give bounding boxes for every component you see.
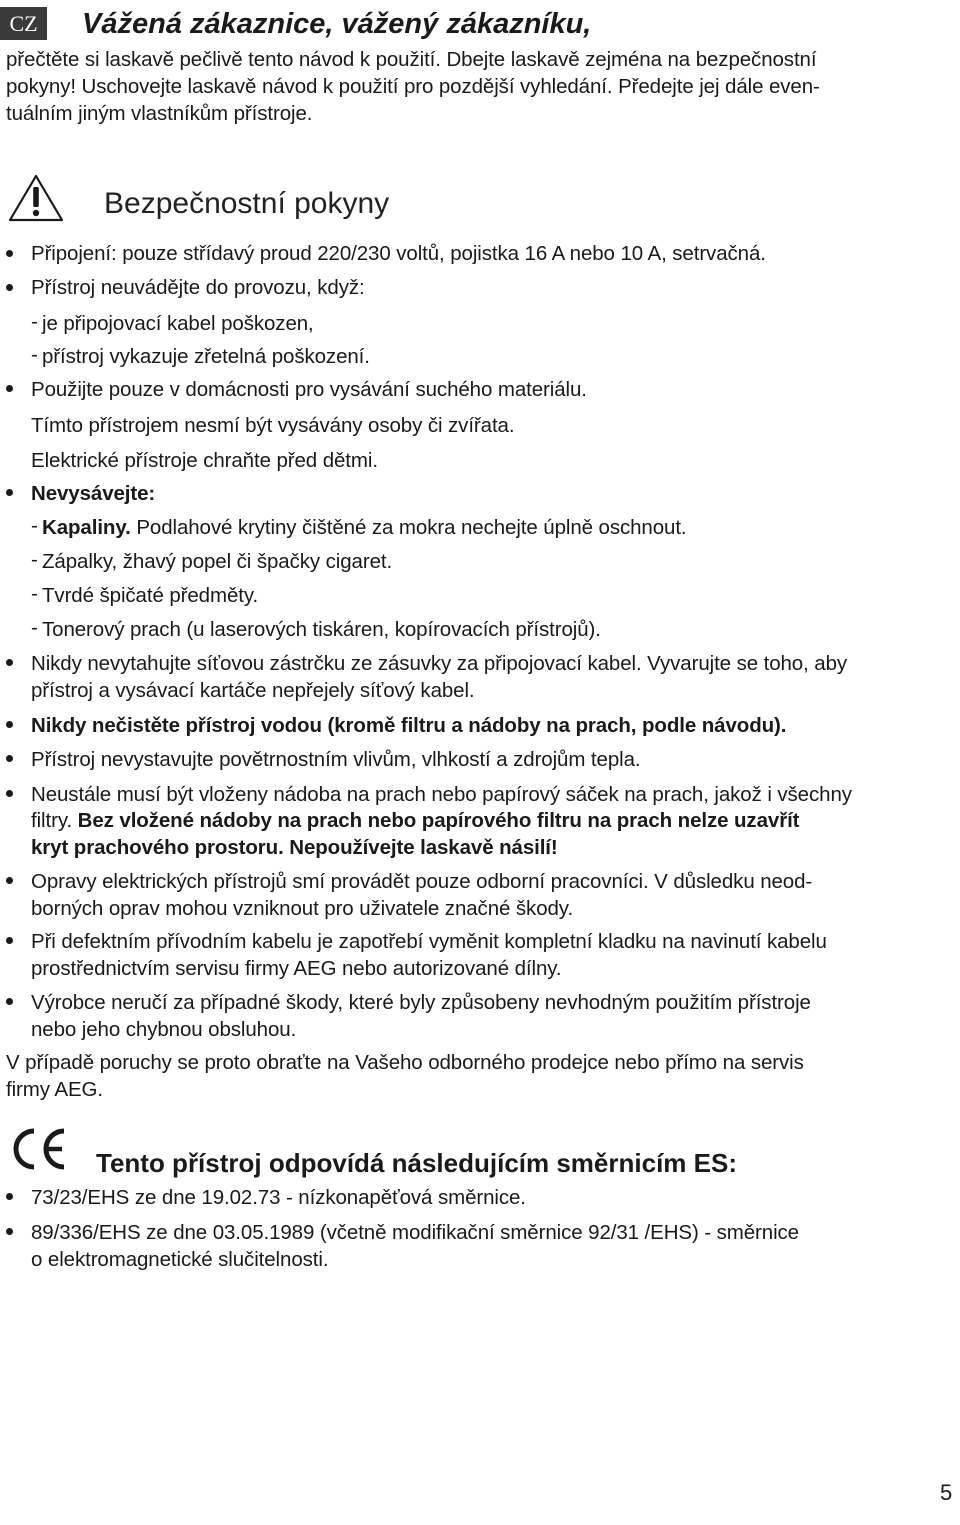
do-not-operate-text: Přístroj neuvádějte do provozu, když: bbox=[31, 276, 365, 299]
household-use-text: Použijte pouze v domácnosti pro vysávání suchého materiálu. bbox=[31, 378, 587, 401]
language-badge: CZ bbox=[0, 7, 47, 40]
pull-cable-line-2: přístroj a vysávací kartáče nepřejely síťový kabel. bbox=[31, 679, 475, 702]
dash-marker: - bbox=[31, 616, 38, 639]
warning-triangle-icon bbox=[6, 172, 66, 224]
defect-cable-line-2: prostřednictvím servisu firmy AEG nebo autorizované dílny. bbox=[31, 957, 562, 980]
intro-line-1: přečtěte si laskavě pečlivě tento návod k použití. Dbejte laskavě zejména na bezpečnostní bbox=[6, 48, 817, 71]
container-line-1: Neustále musí být vloženy nádoba na prach nebo papírový sáček na prach, jakož i všechny bbox=[31, 783, 852, 806]
dash-marker: - bbox=[31, 514, 38, 537]
ce-mark-icon bbox=[8, 1125, 70, 1173]
bullet bbox=[6, 284, 13, 291]
no-water-text: Nikdy nečistěte přístroj vodou (kromě filtru a nádoby na prach, podle návodu). bbox=[31, 714, 787, 737]
fault-line-1: V případě poruchy se proto obraťte na Vašeho odborného prodejce nebo přímo na servis bbox=[6, 1051, 804, 1074]
container-line-2 bbox=[31, 807, 799, 834]
dash-marker: - bbox=[31, 548, 38, 571]
compliance-title: Tento přístroj odpovídá následujícím směrnicím ES: bbox=[96, 1148, 737, 1178]
bullet bbox=[6, 998, 13, 1005]
cable-damaged-text: je připojovací kabel poškozen, bbox=[42, 312, 314, 335]
container-line-2-normal: filtry. bbox=[31, 809, 78, 832]
no-people-text: Tímto přístrojem nesmí být vysávány osoby či zvířata. bbox=[31, 414, 515, 437]
power-requirement-text: Připojení: pouze střídavý proud 220/230 voltů, pojistka 16 A nebo 10 A, setrvačná. bbox=[31, 242, 766, 265]
defect-cable-line-1: Při defektním přívodním kabelu je zapotřebí vyměnit kompletní kladku na navinutí kabelu bbox=[31, 930, 827, 953]
bullet bbox=[6, 385, 13, 392]
pull-cable-line-1: Nikdy nevytahujte síťovou zástrčku ze zásuvky za připojovací kabel. Vyvarujte se toho, aby bbox=[31, 652, 848, 675]
safety-section-title: Bezpečnostní pokyny bbox=[104, 187, 390, 220]
repairs-line-1: Opravy elektrických přístrojů smí provádět pouze odborní pracovníci. V důsledku neod- bbox=[31, 870, 813, 893]
children-text: Elektrické přístroje chraňte před dětmi. bbox=[31, 449, 378, 472]
liquids-bold: Kapaliny. bbox=[42, 516, 131, 539]
liability-line-1: Výrobce neručí za případné škody, které byly způsobeny nevhodným použitím přístroje bbox=[31, 991, 811, 1014]
intro-line-3: tuálním jiným vlastníkům přístroje. bbox=[6, 102, 313, 125]
page-number: 5 bbox=[940, 1480, 953, 1505]
repairs-line-2: borných oprav mohou vzniknout pro uživatele značné škody. bbox=[31, 897, 574, 920]
liquids-text bbox=[42, 514, 687, 541]
directive-1-text: 73/23/EHS ze dne 19.02.73 - nízkonapěťová směrnice. bbox=[31, 1186, 526, 1209]
bullet bbox=[6, 877, 13, 884]
bullet bbox=[6, 1228, 13, 1235]
bullet bbox=[6, 659, 13, 666]
liquids-rest: Podlahové krytiny čištěné za mokra nechejte úplně oschnout. bbox=[130, 516, 687, 539]
liability-line-2: nebo jeho chybnou obsluhou. bbox=[31, 1018, 297, 1041]
bullet bbox=[6, 721, 13, 728]
toner-text: Tonerový prach (u laserových tiskáren, kopírovacích přístrojů). bbox=[42, 618, 601, 641]
matches-text: Zápalky, žhavý popel či špačky cigaret. bbox=[42, 550, 393, 573]
container-line-2-bold: Bez vložené nádoby na prach nebo papírového filtru na prach nelze uzavřít bbox=[77, 809, 800, 832]
bullet bbox=[6, 755, 13, 762]
dash-marker: - bbox=[31, 310, 38, 333]
sharp-objects-text: Tvrdé špičaté předměty. bbox=[42, 584, 259, 607]
fault-line-2: firmy AEG. bbox=[6, 1078, 103, 1101]
dash-marker: - bbox=[31, 582, 38, 605]
visible-damage-text: přístroj vykazuje zřetelná poškození. bbox=[42, 345, 370, 368]
container-line-3: kryt prachového prostoru. Nepoužívejte laskavě násilí! bbox=[31, 836, 558, 859]
weather-text: Přístroj nevystavujte povětrnostním vlivům, vlhkostí a zdrojům tepla. bbox=[31, 748, 641, 771]
bullet bbox=[6, 937, 13, 944]
bullet bbox=[6, 489, 13, 496]
do-not-vacuum-heading: Nevysávejte: bbox=[31, 482, 156, 505]
intro-line-2: pokyny! Uschovejte laskavě návod k použití pro pozdější vyhledání. Předejte jej dále even- bbox=[6, 75, 820, 98]
directive-2-line-2: o elektromagnetické slučitelnosti. bbox=[31, 1248, 329, 1271]
bullet bbox=[6, 250, 13, 257]
greeting-heading: Vážená zákaznice, vážený zákazníku, bbox=[82, 8, 592, 40]
dash-marker: - bbox=[31, 343, 38, 366]
bullet bbox=[6, 790, 13, 797]
bullet bbox=[6, 1193, 13, 1200]
directive-2-line-1: 89/336/EHS ze dne 03.05.1989 (včetně modifikační směrnice 92/31 /EHS) - směrnice bbox=[31, 1221, 799, 1244]
